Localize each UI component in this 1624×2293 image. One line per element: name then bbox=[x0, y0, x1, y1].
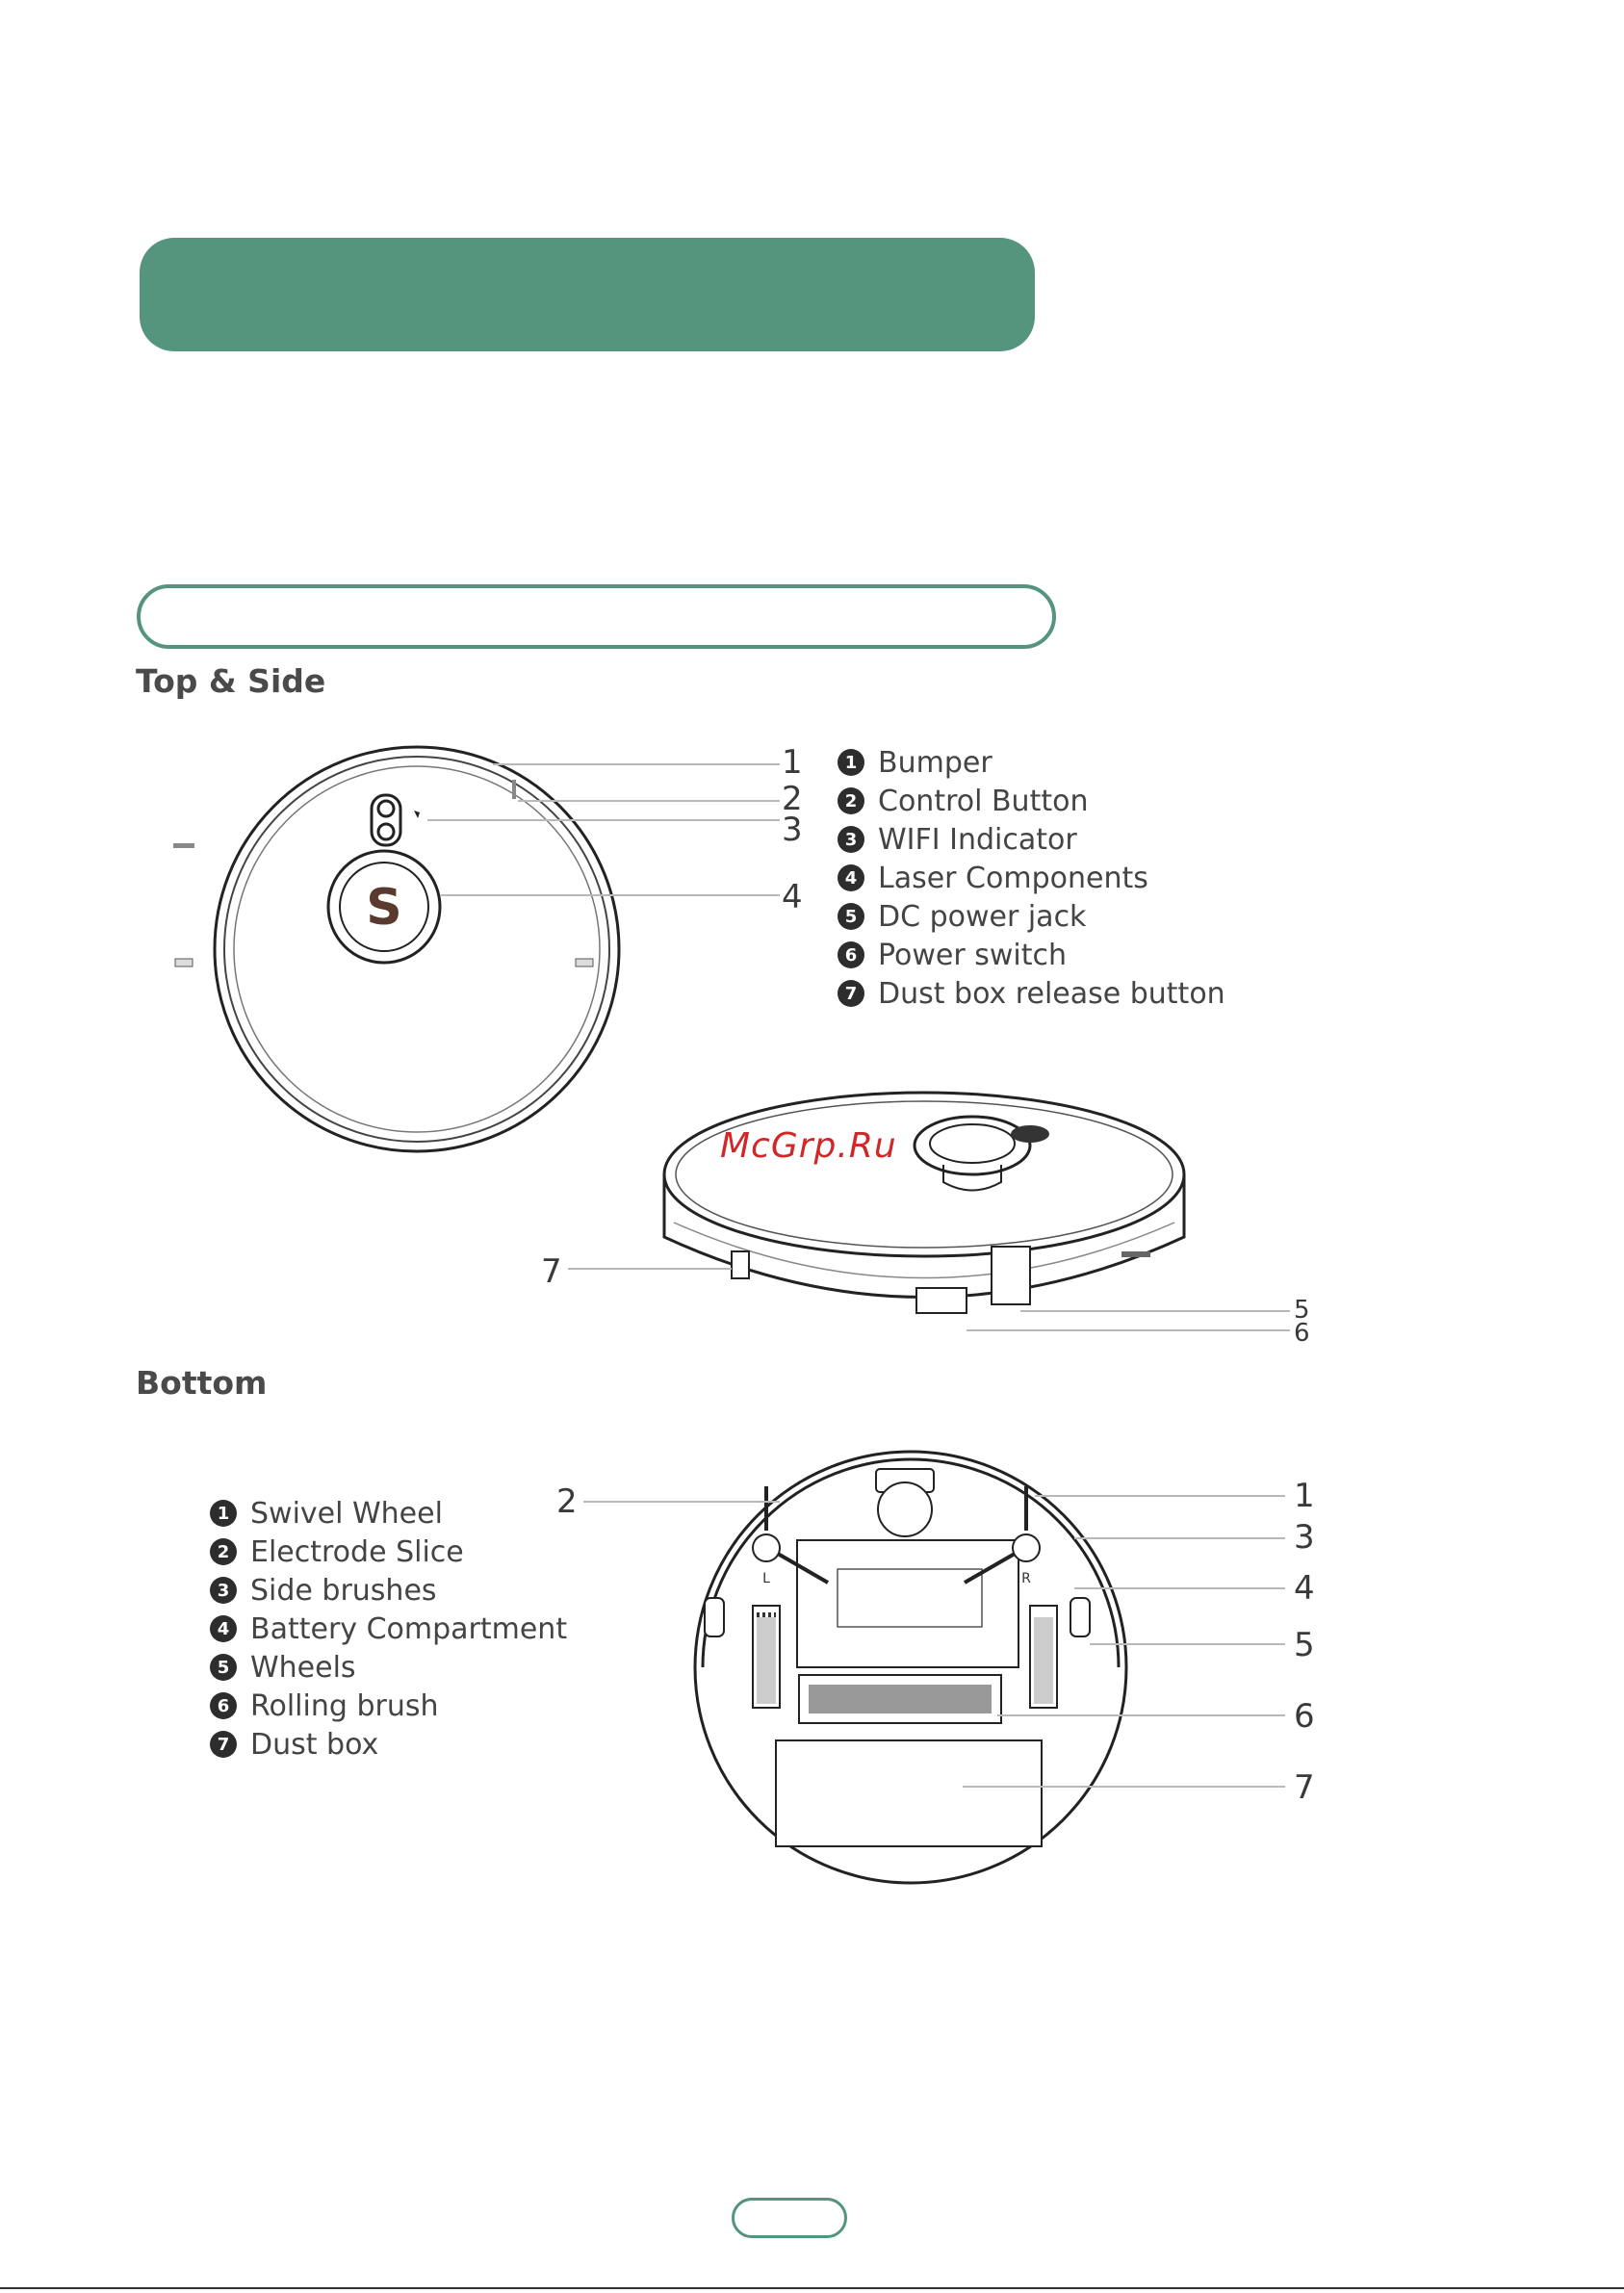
bottom-heading: Bottom bbox=[136, 1364, 268, 1402]
legend-item bbox=[838, 820, 1225, 859]
watermark: McGrp.Ru bbox=[720, 1126, 897, 1166]
legend-label: Laser Components bbox=[878, 861, 1148, 895]
top-side-heading: Top & Side bbox=[136, 662, 326, 700]
legend-number: 6 bbox=[210, 1692, 237, 1719]
legend-number: 1 bbox=[838, 749, 864, 776]
legend-label: WIFI Indicator bbox=[878, 822, 1077, 857]
bottom-legend bbox=[210, 1494, 567, 1764]
legend-label: Wheels bbox=[250, 1650, 356, 1685]
legend-item bbox=[838, 936, 1225, 974]
legend-label: Dust box bbox=[250, 1727, 379, 1762]
callout-label: 3 bbox=[782, 811, 803, 849]
legend-item bbox=[838, 974, 1225, 1013]
legend-number: 4 bbox=[210, 1615, 237, 1642]
legend-number: 6 bbox=[838, 941, 864, 968]
callout-label: 6 bbox=[1294, 1697, 1315, 1736]
legend-label: Side brushes bbox=[250, 1573, 437, 1608]
callout-label: 5 bbox=[1294, 1626, 1315, 1664]
callout-label: 5 bbox=[1294, 1296, 1310, 1325]
legend-item bbox=[838, 859, 1225, 897]
legend-number: 3 bbox=[838, 826, 864, 853]
legend-item bbox=[210, 1571, 567, 1610]
callout-label: 7 bbox=[541, 1252, 562, 1291]
callout-label: 4 bbox=[1294, 1569, 1315, 1608]
legend-item bbox=[210, 1610, 567, 1648]
legend-item bbox=[838, 897, 1225, 936]
legend-item bbox=[210, 1648, 567, 1687]
left-brush-label: L bbox=[762, 1571, 770, 1586]
section-header-bar bbox=[137, 584, 1056, 649]
callout-label: 3 bbox=[1294, 1518, 1315, 1557]
legend-label: Electrode Slice bbox=[250, 1534, 464, 1569]
legend-label: Dust box release button bbox=[878, 976, 1225, 1011]
page-number-pill bbox=[732, 2198, 847, 2238]
callout-label: 4 bbox=[782, 878, 803, 916]
legend-number: 4 bbox=[838, 864, 864, 891]
callout-label: 1 bbox=[1294, 1477, 1315, 1515]
callout-label: 2 bbox=[556, 1482, 578, 1521]
legend-item bbox=[838, 782, 1225, 820]
legend-number: 5 bbox=[838, 903, 864, 930]
callout-label: 2 bbox=[782, 780, 803, 818]
legend-item bbox=[210, 1687, 567, 1725]
callout-label: 6 bbox=[1294, 1319, 1310, 1348]
legend-number: 1 bbox=[210, 1500, 237, 1527]
logo-letter: S bbox=[366, 879, 402, 937]
footer-rule bbox=[0, 2287, 1624, 2289]
robot-bottom-view-figure bbox=[558, 1444, 1328, 1896]
legend-item bbox=[838, 743, 1225, 782]
callout-label: 1 bbox=[782, 743, 803, 782]
legend-item bbox=[210, 1533, 567, 1571]
top-side-legend bbox=[838, 743, 1225, 1013]
header-banner bbox=[140, 238, 1035, 351]
legend-label: Control Button bbox=[878, 784, 1089, 818]
legend-item bbox=[210, 1494, 567, 1533]
legend-label: Bumper bbox=[878, 745, 992, 780]
robot-side-view-figure bbox=[539, 1069, 1328, 1357]
callout-label: 7 bbox=[1294, 1768, 1315, 1807]
legend-number: 5 bbox=[210, 1654, 237, 1681]
legend-number: 3 bbox=[210, 1577, 237, 1604]
legend-label: Swivel Wheel bbox=[250, 1496, 443, 1531]
legend-label: Power switch bbox=[878, 938, 1068, 972]
legend-label: Battery Compartment bbox=[250, 1611, 568, 1646]
legend-number: 2 bbox=[210, 1538, 237, 1565]
right-brush-label: R bbox=[1021, 1571, 1031, 1586]
legend-number: 7 bbox=[838, 980, 864, 1007]
legend-number: 2 bbox=[838, 787, 864, 814]
legend-label: DC power jack bbox=[878, 899, 1087, 934]
legend-label: Rolling brush bbox=[250, 1688, 439, 1723]
legend-number: 7 bbox=[210, 1731, 237, 1758]
legend-item bbox=[210, 1725, 567, 1764]
